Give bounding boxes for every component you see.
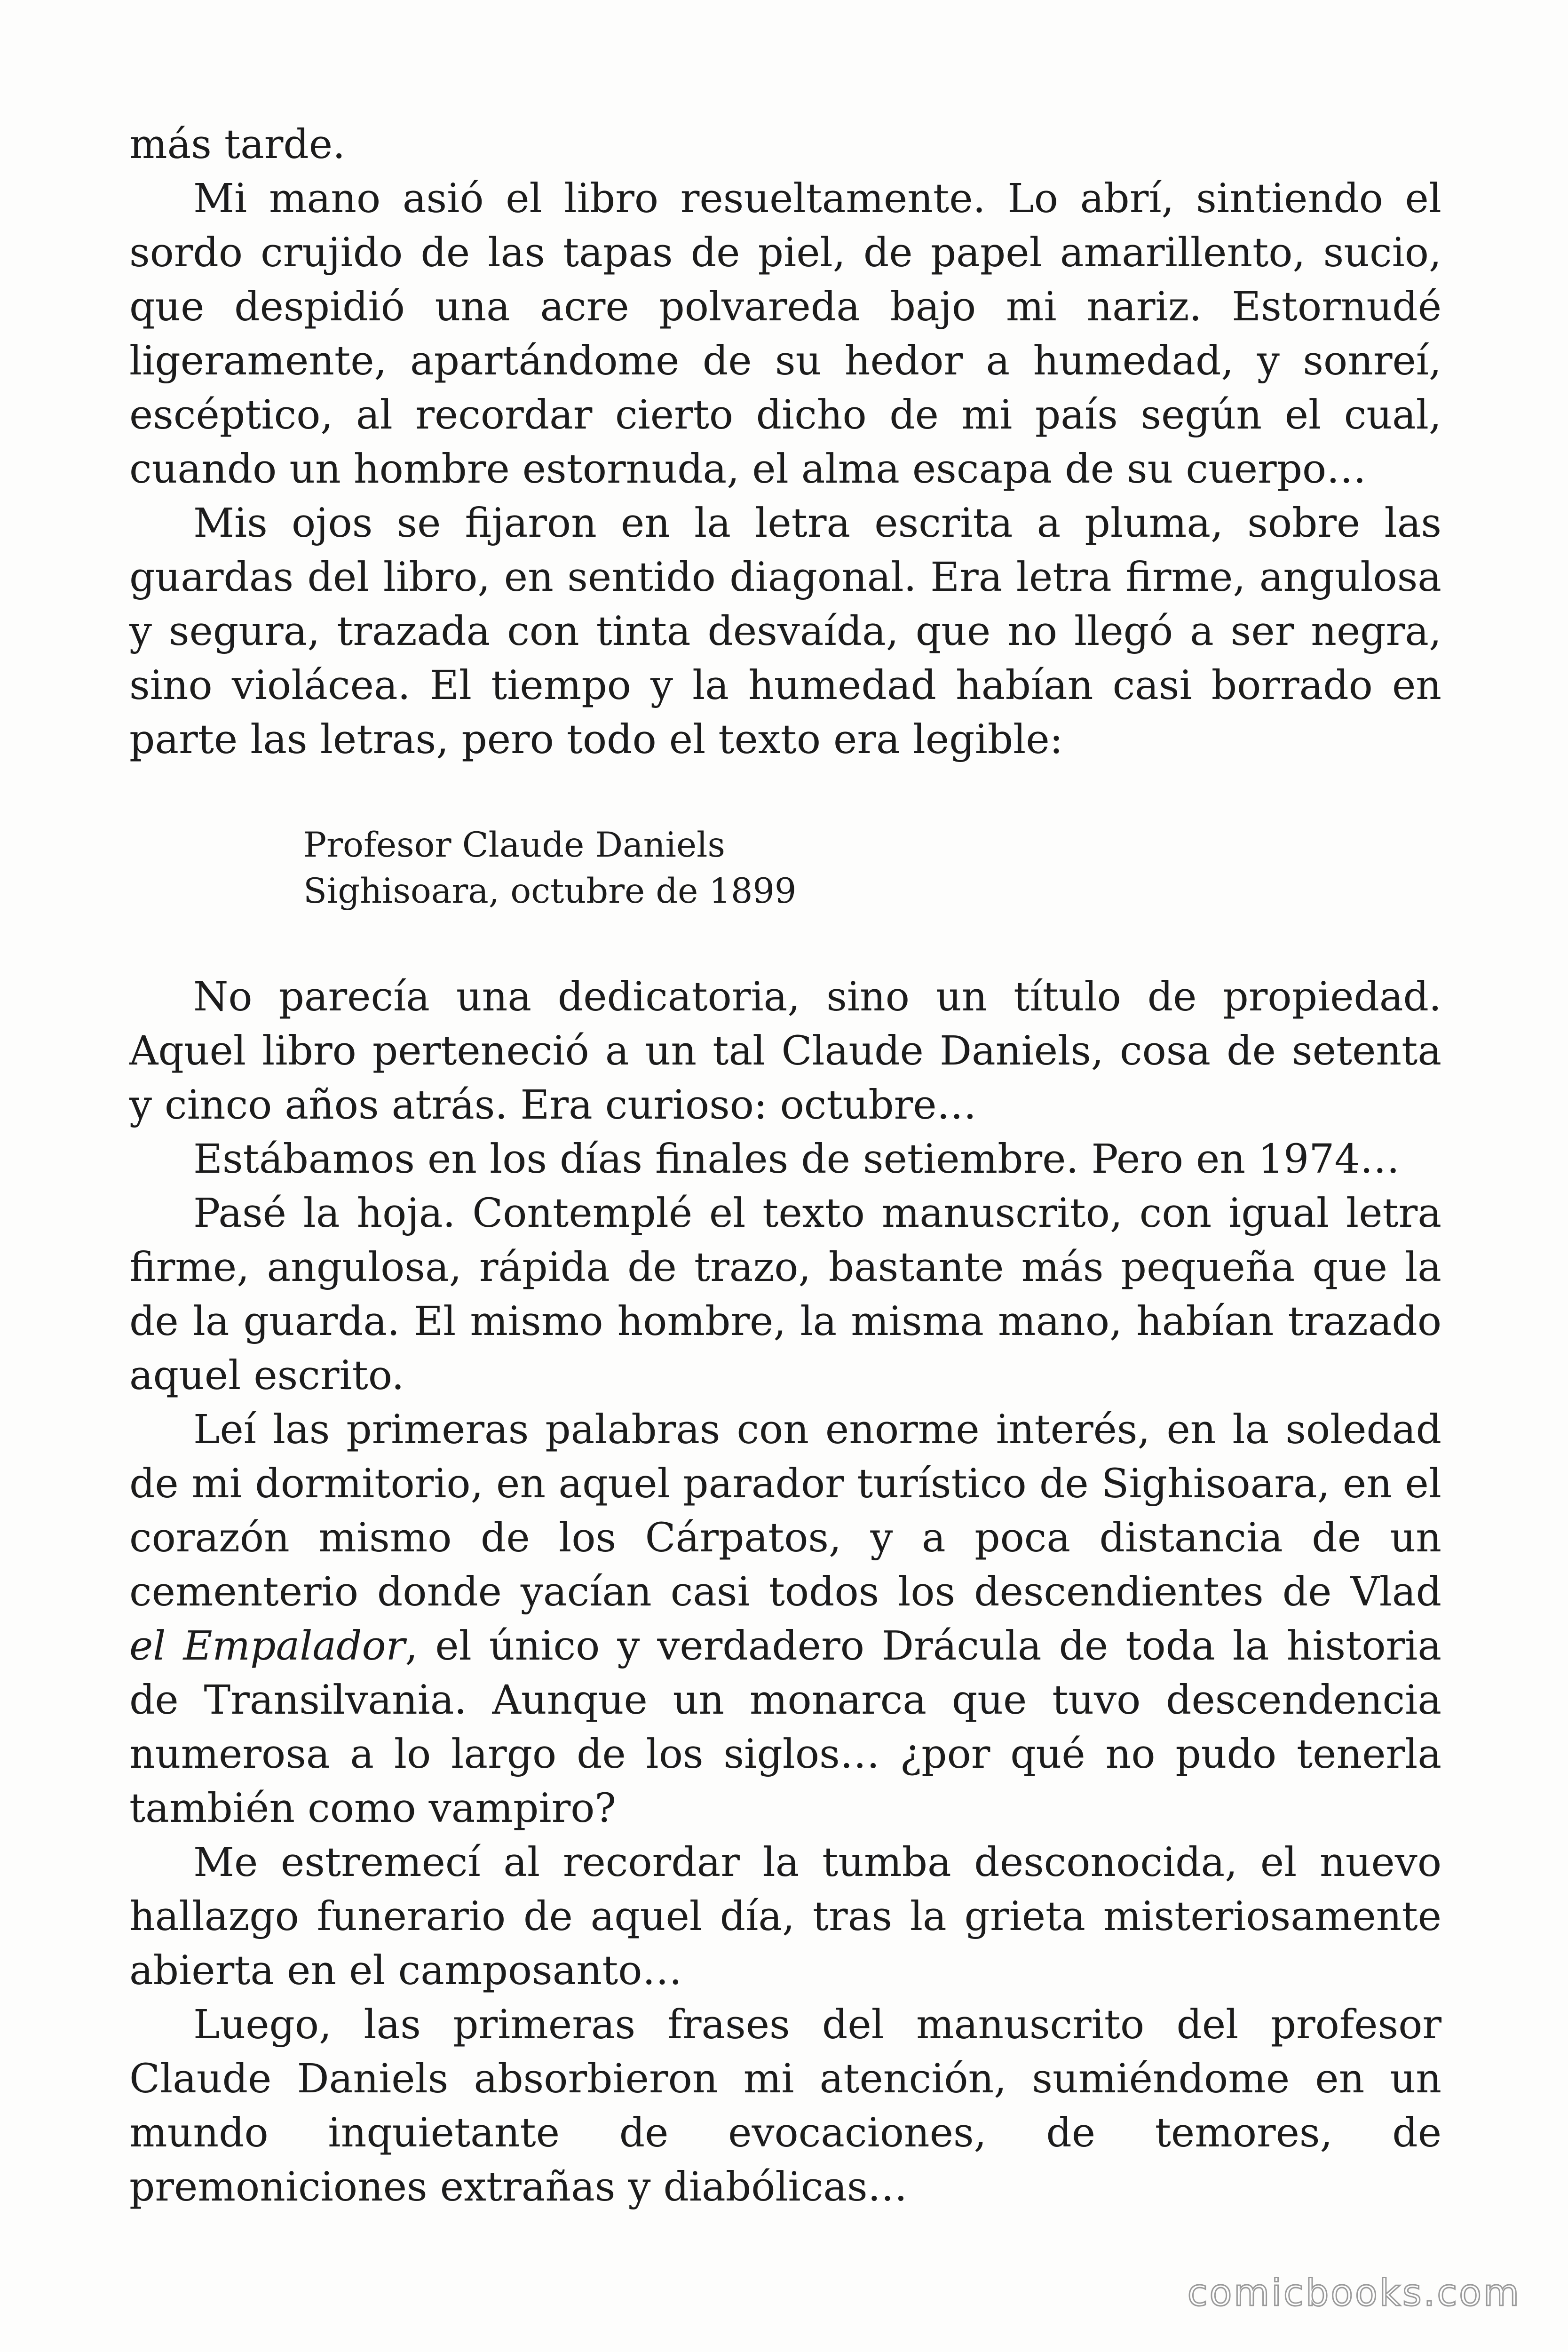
paragraph: Mis ojos se fijaron en la letra escrita a pluma, sobre las guardas del libro, en sentido diagonal. Era letra firme, angulosa y segura, trazada con tinta desvaída, que no llegó a ser negra, sino violácea. El tiempo y la humedad habían casi borrado en parte las letras, pero todo el texto era legible:: [129, 500, 1441, 763]
handwritten-dedication: [303, 822, 1441, 914]
paragraph: Mi mano asió el libro resueltamente. Lo abrí, sintiendo el sordo crujido de las tapas de piel, de papel amarillento, sucio, que despidió una acre polvareda bajo mi nariz. Estornudé ligeramente, apartándome de su hedor a humedad, y sonreí, escéptico, al recordar cierto dicho de mi país según el cual, cuando un hombre estornuda, el alma escapa de su cuerpo…: [129, 175, 1441, 493]
paragraph: No parecía una dedicatoria, sino un título de propiedad. Aquel libro perteneció a un tal Claude Daniels, cosa de setenta y cinco años atrás. Era curioso: octubre…: [129, 974, 1441, 1128]
paragraph: más tarde.: [129, 121, 346, 168]
paragraph-text: Leí las primeras palabras con enorme interés, en la soledad de mi dormitorio, en aquel parador turístico de Sighisoara, en el corazón mismo de los Cárpatos, y a poca distancia de un cementerio donde yacían casi todos los descendientes de Vlad: [129, 1406, 1441, 1615]
paragraph: [129, 1403, 1441, 1836]
dedication-place-date: Sighisoara, octubre de 1899: [303, 871, 797, 911]
watermark: comicbooks.com: [1187, 2272, 1521, 2314]
italic-epithet: el Empalador: [129, 1623, 405, 1669]
dedication-name: Profesor Claude Daniels: [303, 825, 725, 865]
paragraph: Luego, las primeras frases del manuscrito del profesor Claude Daniels absorbieron mi atención, sumiéndome en un mundo inquietante de evocaciones, de temores, de premoniciones extrañas y diabólicas…: [129, 2002, 1441, 2210]
paragraph: Pasé la hoja. Contemplé el texto manuscrito, con igual letra firme, angulosa, rápida de trazo, bastante más pequeña que la de la guarda. El mismo hombre, la misma mano, habían trazado aquel escrito.: [129, 1190, 1441, 1399]
paragraph: Me estremecí al recordar la tumba desconocida, el nuevo hallazgo funerario de aquel día, tras la grieta misteriosamente abierta en el camposanto…: [129, 1839, 1441, 1994]
body-text: [129, 118, 1441, 2214]
paragraph-text: , el único y verdadero Drácula de toda la historia de Transilvania. Aunque un monarca que tuvo descendencia numerosa a lo largo de los siglos… ¿por qué no pudo tenerla también como vampiro?: [129, 1623, 1441, 1832]
paragraph: Estábamos en los días finales de setiembre. Pero en 1974…: [193, 1136, 1400, 1183]
